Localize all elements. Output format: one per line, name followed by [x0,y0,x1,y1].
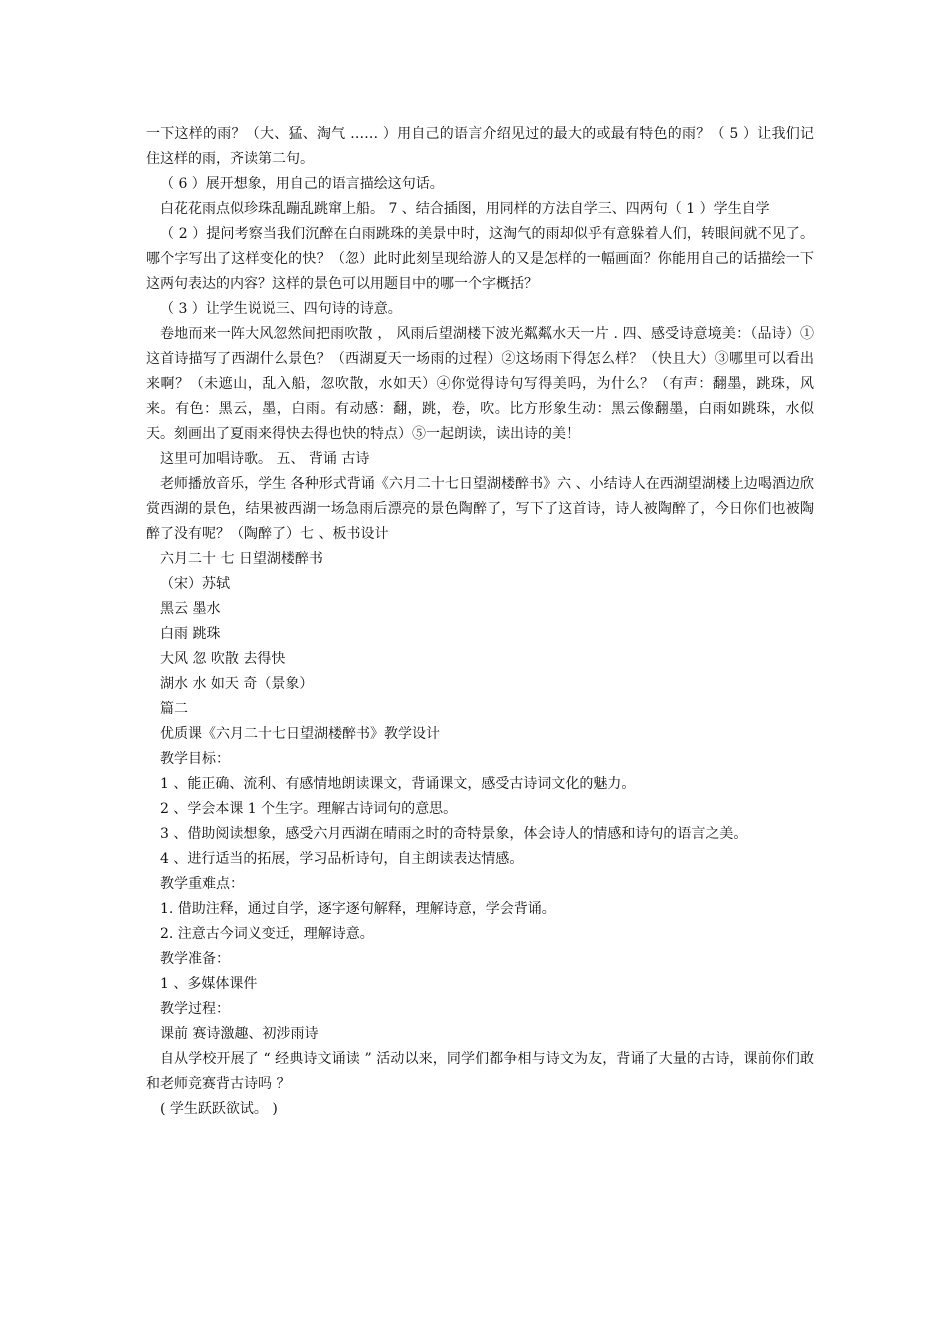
list-item: 1. 借助注释，通过自学，逐字逐句解释，理解诗意，学会背诵。 [160,901,556,917]
paragraph: （ 6 ）展开想象，用自己的语言描绘这句话。 [160,176,444,192]
paragraph: （ 3 ）让学生说说三、四句诗的诗意。 [160,301,402,317]
board-design-line: 湖水 水 如天 奇（景象） [160,676,314,692]
paragraph: 这里可加唱诗歌。 五、 背诵 古诗 [160,451,370,467]
board-design-author: （宋）苏轼 [160,576,230,592]
section-heading: 教学准备： [160,951,230,967]
list-item: 1 、能正确、流利、有感情地朗读课文，背诵课文，感受古诗词文化的魅力。 [160,776,636,792]
section-heading: 篇二 [160,701,188,717]
list-item: 2. 注意古今词义变迁，理解诗意。 [160,926,374,942]
board-design-title: 六月二十 七 日望湖楼醉书 [160,551,323,567]
paragraph: 一下这样的雨？（大、猛、淘气 …… ）用自己的语言介绍见过的最大的或最有特色的雨？（ 5 ）让我们记住这样的雨，齐读第二句。 [146,126,814,167]
paragraph: 卷地而来一阵大风忽然间把雨吹散 ， 风雨后望湖楼下波光粼粼水天一片 . 四、感受诗意境美：（品诗）①这首诗描写了西湖什么景色？（西湖夏天一场雨的过程）②这场雨下得怎么样？（快且大）③哪里可以看出来啊？（未遮山，乱入船，忽吹散，水如天）④你觉得诗句写得美吗，为什么？（有声：翻墨，跳珠，风来。有色：黑云，墨，白雨。有动感：翻，跳，卷，吹。比方形象生动：黑云像翻墨，白雨如跳珠，水似天。刻画出了夏雨来得快去得也快的特点）⑤一起朗读，读出诗的美！ [146,326,814,442]
paragraph: （ 2 ）提问考察当我们沉醉在白雨跳珠的美景中时，这淘气的雨却似乎有意躲着人们，转眼间就不见了。哪个字写出了这样变化的快？（忽）此时此刻呈现给游人的又是怎样的一幅画面？你能用自己的话描绘一下这两句表达的内容？这样的景色可以用题目中的哪一个字概括？ [146,226,814,292]
paragraph: 白花花雨点似珍珠乱蹦乱跳窜上船。 7 、结合插图，用同样的方法自学三、四两句（ 1 ）学生自学 [160,201,770,217]
section-heading: 教学目标： [160,751,230,767]
board-design-line: 白雨 跳珠 [160,626,221,642]
paragraph: 老师播放音乐，学生 各种形式背诵《六月二十七日望湖楼醉书》六 、小结诗人在西湖望湖楼上边喝酒边欣赏西湖的景色，结果被西湖一场急雨后漂亮的景色陶醉了，写下了这首诗，诗人被陶醉了，今日你们也被陶醉了没有呢？（陶醉了）七 、板书设计 [146,476,814,542]
subsection-heading: 课前 赛诗激趣、初涉雨诗 [160,1026,319,1042]
paragraph: ( 学生跃跃欲试。 ) [160,1101,278,1117]
list-item: 4 、进行适当的拓展，学习品析诗句，自主朗读表达情感。 [160,851,524,867]
section-title: 优质课《六月二十七日望湖楼醉书》教学设计 [160,726,440,742]
section-heading: 教学过程： [160,1001,230,1017]
board-design-line: 黑云 墨水 [160,601,221,617]
section-heading: 教学重难点： [160,876,244,892]
list-item: 2 、学会本课 1 个生字。理解古诗词句的意思。 [160,801,458,817]
document-body [146,122,814,1122]
paragraph: 自从学校开展了 “ 经典诗文诵读 ” 活动以来，同学们都争相与诗文为友，背诵了大量的古诗，课前你们敢和老师竞赛背古诗吗 ？ [146,1051,814,1092]
list-item: 3 、借助阅读想象，感受六月西湖在晴雨之时的奇特景象，体会诗人的情感和诗句的语言之美。 [160,826,748,842]
list-item: 1 、多媒体课件 [160,976,258,992]
board-design-line: 大风 忽 吹散 去得快 [160,651,286,667]
